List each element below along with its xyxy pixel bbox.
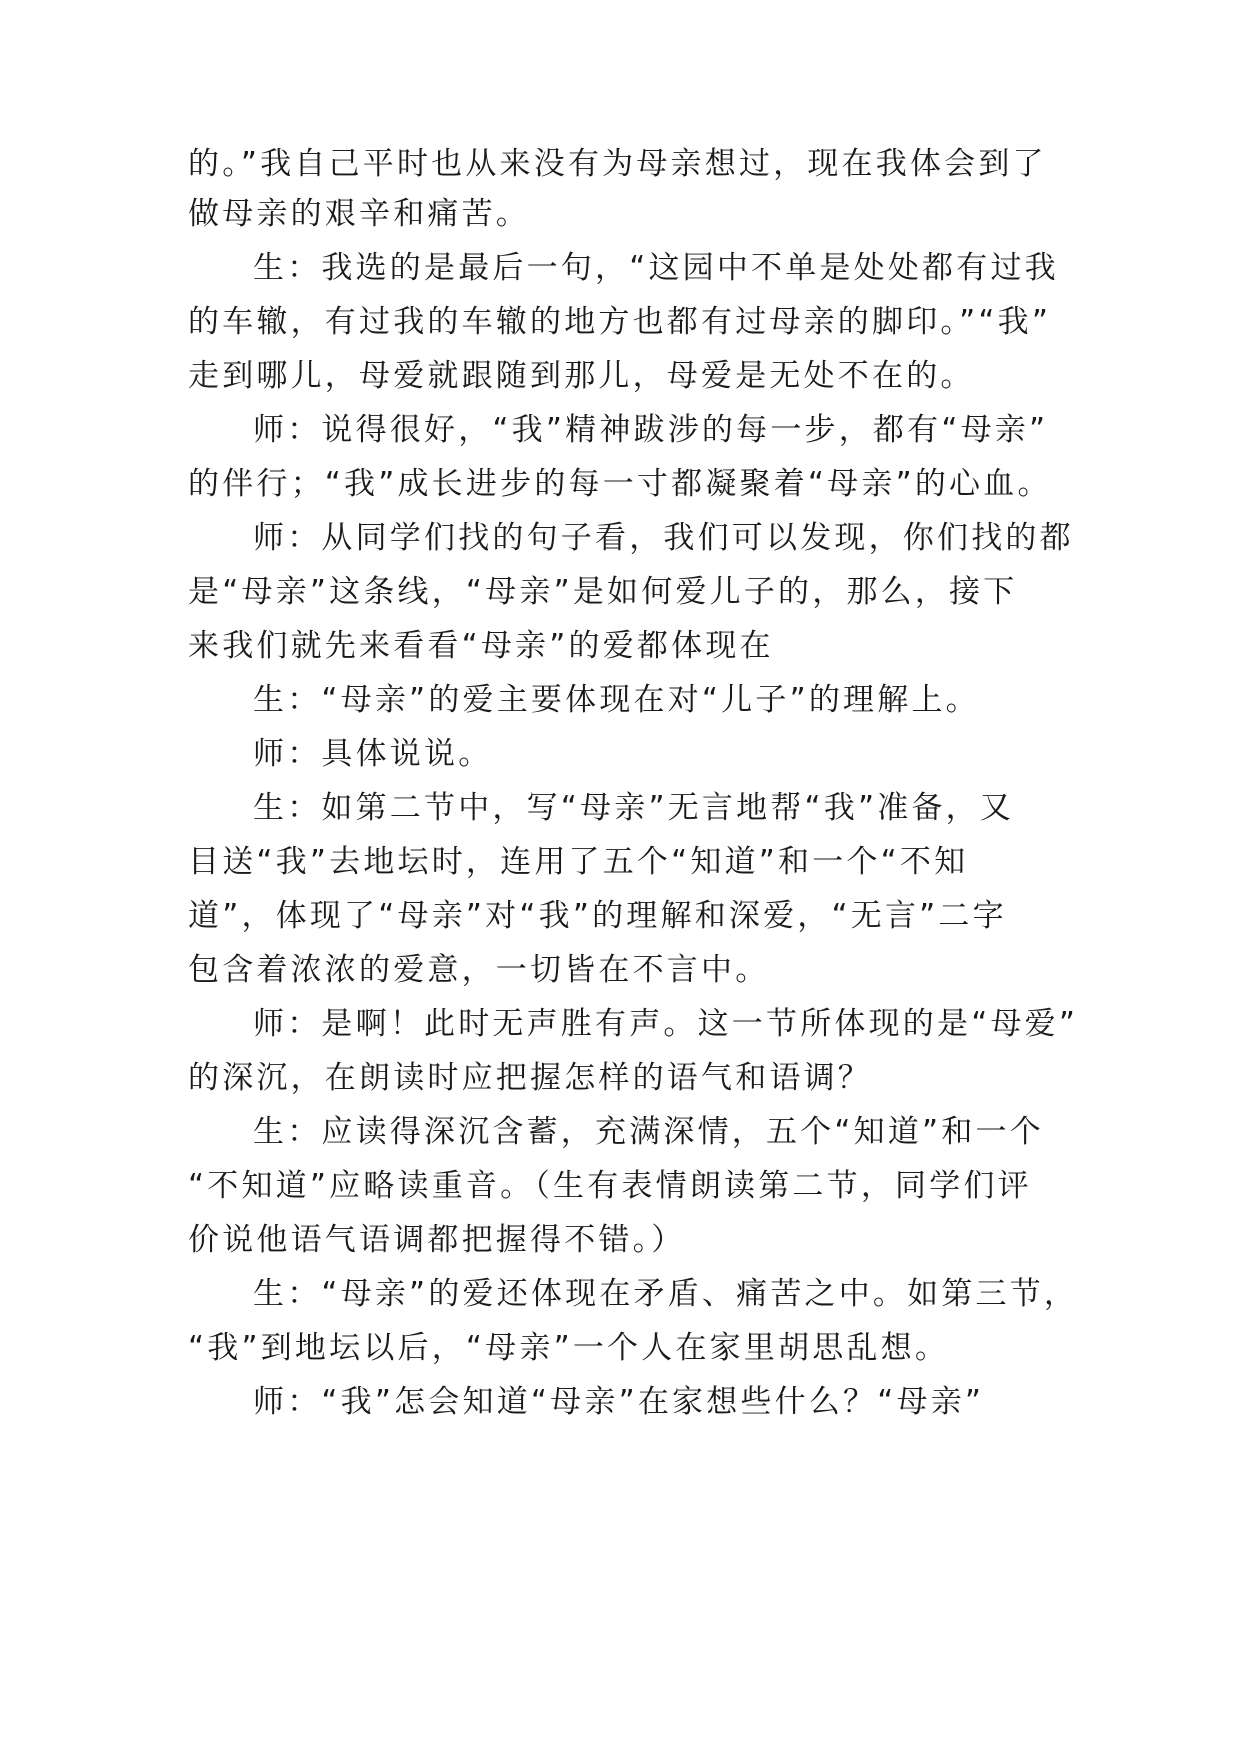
text-line: 师：具体说说。 [253, 736, 493, 772]
text-line: 的深沉，在朗读时应把握怎样的语气和语调？ [188, 1060, 872, 1096]
text-line: 走到哪儿，母爱就跟随到那儿，母爱是无处不在的。 [188, 358, 975, 394]
text-line: 做母亲的艰辛和痛苦。 [188, 196, 530, 232]
text-line: 道”，体现了“母亲”对“我”的理解和深爱，“无言”二字 [188, 898, 1007, 934]
text-line: 价说他语气语调都把握得不错。） [188, 1222, 686, 1258]
text-line: “不知道”应略读重音。（生有表情朗读第二节，同学们评 [188, 1168, 1032, 1204]
text-line: 目送“我”去地坛时，连用了五个“知道”和一个“不知 [188, 844, 969, 880]
text-line: 的车辙，有过我的车辙的地方也都有过母亲的脚印。”“我” [188, 304, 1052, 340]
text-line: 师：说得很好，“我”精神跋涉的每一步，都有“母亲” [253, 412, 1049, 448]
text-line: 的伴行；“我”成长进步的每一寸都凝聚着“母亲”的心血。 [188, 466, 1052, 502]
text-line: 生：“母亲”的爱还体现在矛盾、痛苦之中。如第三节， [253, 1276, 1079, 1312]
text-line: 师：从同学们找的句子看，我们可以发现，你们找的都 [253, 520, 1074, 556]
text-line: 生：“母亲”的爱主要体现在对“儿子”的理解上。 [253, 682, 980, 718]
text-line: 师：是啊！此时无声胜有声。这一节所体现的是“母爱” [253, 1006, 1079, 1042]
text-line: 师：“我”怎会知道“母亲”在家想些什么？“母亲” [253, 1384, 985, 1420]
text-line: 生：我选的是最后一句，“这园中不单是处处都有过我 [253, 250, 1059, 286]
text-line: 生：如第二节中，写“母亲”无言地帮“我”准备，又 [253, 790, 1015, 826]
text-line: 是“母亲”这条线，“母亲”是如何爱儿子的，那么，接下 [188, 574, 1018, 610]
text-line: 的。”我自己平时也从来没有为母亲想过，现在我体会到了 [188, 146, 1047, 182]
text-line: 包含着浓浓的爱意，一切皆在不言中。 [188, 952, 770, 988]
text-line: 生：应读得深沉含蓄，充满深情，五个“知道”和一个 [253, 1114, 1044, 1150]
text-line: 来我们就先来看看“母亲”的爱都体现在 [188, 628, 774, 664]
text-line: “我”到地坛以后，“母亲”一个人在家里胡思乱想。 [188, 1330, 950, 1366]
